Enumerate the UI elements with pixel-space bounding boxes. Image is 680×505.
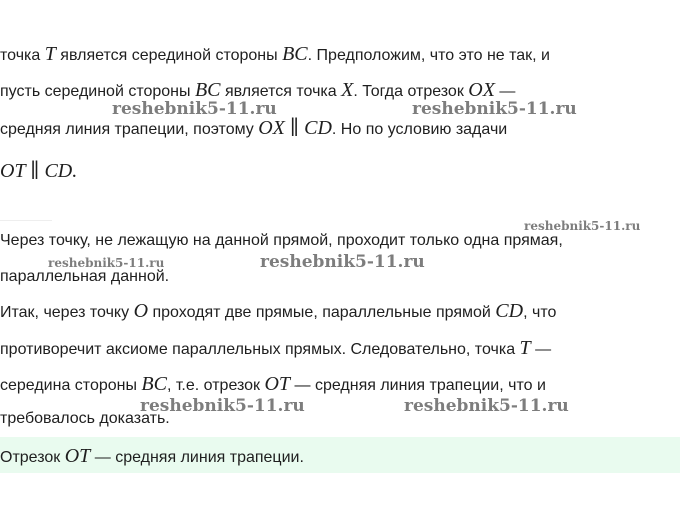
- watermark: reshebnik5-11.ru: [260, 252, 425, 272]
- proof-line-2: пусть серединой стороны BC является точка X. Тогда отрезок OX —: [0, 79, 516, 101]
- proof-line-6: параллельная данной.: [0, 268, 170, 285]
- proof-line-7: Итак, через точку O проходят две прямые, параллельные прямой CD, что: [0, 300, 557, 322]
- math-BC: BC: [141, 373, 167, 395]
- proof-line-9: середина стороны BC, т.е. отрезок OT — средняя линия трапеции, что и: [0, 373, 546, 395]
- math-OX-parallel-CD: OX ∥ CD: [258, 117, 332, 139]
- proof-line-10: требовалось доказать.: [0, 410, 170, 427]
- watermark: reshebnik5-11.ru: [48, 256, 165, 270]
- proof-line-1: точка T является серединой стороны BC. Предположим, что это не так, и: [0, 43, 550, 65]
- watermark: reshebnik5-11.ru: [404, 396, 569, 416]
- math-X: X: [341, 79, 354, 101]
- math-BC: BC: [282, 43, 308, 65]
- answer-text: Отрезок OT — средняя линия трапеции.: [0, 445, 304, 467]
- proof-line-8: противоречит аксиоме параллельных прямых. Следовательно, точка T —: [0, 337, 552, 359]
- watermark: reshebnik5-11.ru: [412, 99, 577, 119]
- proof-line-3: средняя линия трапеции, поэтому OX ∥ CD. Но по условию задачи: [0, 117, 508, 139]
- math-CD: CD: [495, 300, 524, 322]
- math-T: T: [519, 337, 531, 359]
- watermark: reshebnik5-11.ru: [140, 396, 305, 416]
- math-OT: OT: [64, 445, 91, 467]
- math-OT-parallel-CD: OT ∥ CD.: [0, 160, 78, 182]
- watermark: reshebnik5-11.ru: [112, 99, 277, 119]
- divider: [0, 220, 52, 221]
- proof-line-4: [0, 158, 77, 183]
- math-BC: BC: [194, 79, 221, 101]
- proof-line-5: Через точку, не лежащую на данной прямой, проходит только одна прямая,: [0, 232, 563, 249]
- math-OT: OT: [264, 373, 291, 395]
- answer-box: [0, 437, 680, 473]
- watermark: reshebnik5-11.ru: [524, 219, 641, 233]
- math-OX: OX: [468, 79, 495, 101]
- math-T: T: [44, 43, 56, 65]
- math-O: O: [133, 300, 149, 322]
